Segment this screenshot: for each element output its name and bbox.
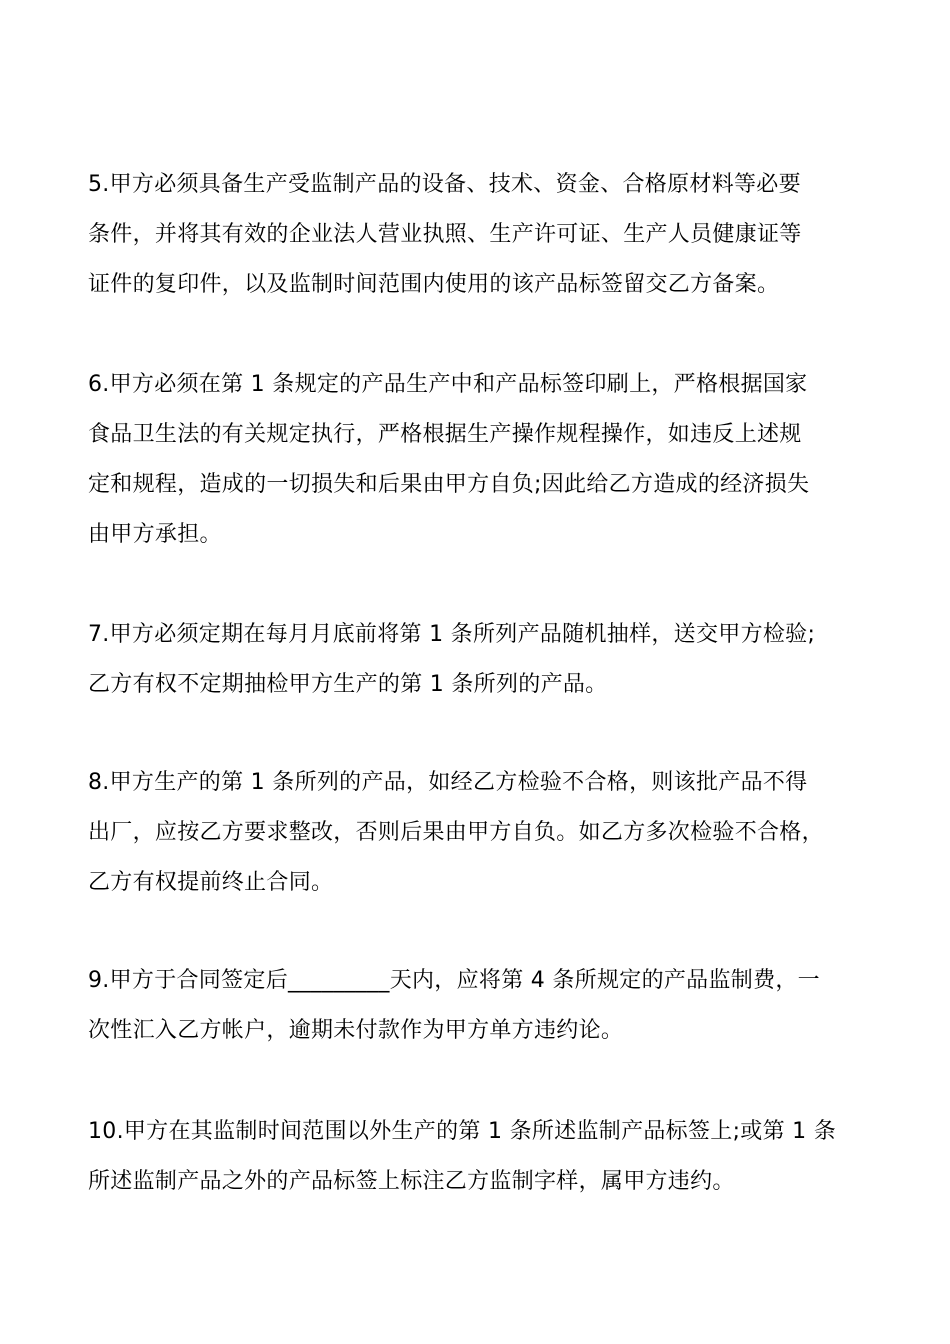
clause-7-paragraph xyxy=(88,610,878,710)
clause-6-line-3: 定和规程，造成的一切损失和后果由甲方自负;因此给乙方造成的经济损失 xyxy=(88,472,810,497)
clause-7-line-2: 乙方有权不定期抽检甲方生产的第 1 条所列的产品。 xyxy=(88,672,608,697)
clause-8-line-1: 8.甲方生产的第 1 条所列的产品，如经乙方检验不合格，则该批产品不得 xyxy=(88,770,808,795)
clause-6-line-2: 食品卫生法的有关规定执行，严格根据生产操作规程操作，如违反上述规 xyxy=(88,422,802,447)
clause-5-line-1: 5.甲方必须具备生产受监制产品的设备、技术、资金、合格原材料等必要 xyxy=(88,172,801,197)
clause-6-line-4: 由甲方承担。 xyxy=(88,522,222,547)
clause-5-line-3: 证件的复印件，以及监制时间范围内使用的该产品标签留交乙方备案。 xyxy=(88,272,780,297)
clause-7-line-1: 7.甲方必须定期在每月月底前将第 1 条所列产品随机抽样，送交甲方检验; xyxy=(88,622,816,647)
clause-9-line-2: 次性汇入乙方帐户，逾期未付款作为甲方单方违约论。 xyxy=(88,1018,624,1043)
clause-10-line-1: 10.甲方在其监制时间范围以外生产的第 1 条所述监制产品标签上;或第 1 条 xyxy=(88,1119,837,1144)
clause-8-paragraph xyxy=(88,758,878,908)
clause-9-line-1: 9.甲方于合同签定后_________天内，应将第 4 条所规定的产品监制费，一 xyxy=(88,968,820,993)
clause-10-line-2: 所述监制产品之外的产品标签上标注乙方监制字样，属甲方违约。 xyxy=(88,1169,735,1194)
clause-5-paragraph xyxy=(88,160,878,310)
clause-8-line-3: 乙方有权提前终止合同。 xyxy=(88,870,334,895)
clause-8-line-2: 出厂，应按乙方要求整改，否则后果由甲方自负。如乙方多次检验不合格， xyxy=(88,820,824,845)
clause-10-paragraph xyxy=(88,1107,878,1207)
clause-6-line-1: 6.甲方必须在第 1 条规定的产品生产中和产品标签印刷上，严格根据国家 xyxy=(88,372,808,397)
clause-9-paragraph xyxy=(88,956,878,1056)
clause-5-line-2: 条件，并将其有效的企业法人营业执照、生产许可证、生产人员健康证等 xyxy=(88,222,802,247)
clause-6-paragraph xyxy=(88,360,878,560)
